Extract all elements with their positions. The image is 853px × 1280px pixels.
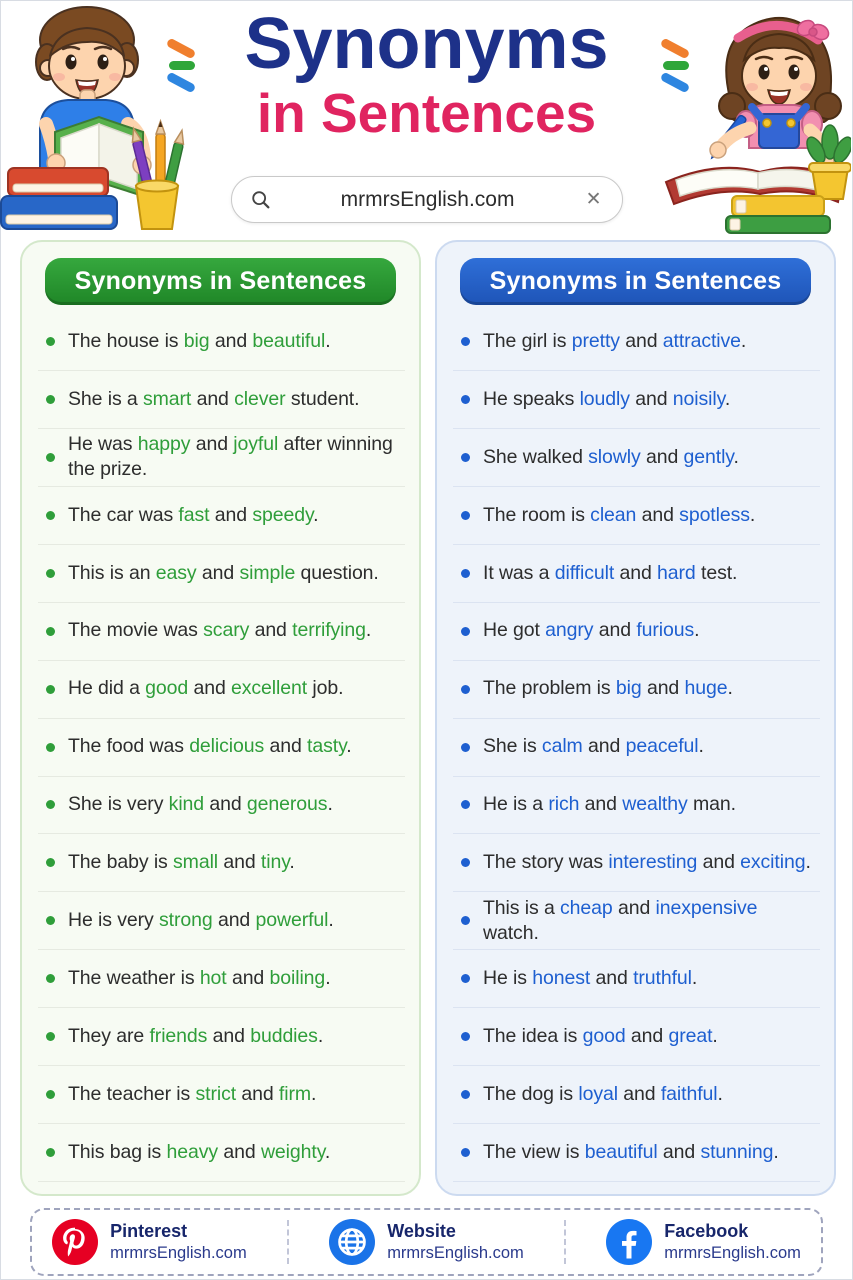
- sentence-text: He is honest and truthful.: [483, 967, 698, 990]
- footer-link-url: mrmrsEnglish.com: [387, 1243, 524, 1262]
- bullet-icon: [461, 974, 470, 983]
- footer-link-pinterest[interactable]: [52, 1219, 247, 1265]
- bullet-icon: [461, 453, 470, 462]
- sentence-text: The food was delicious and tasty.: [68, 735, 352, 758]
- sentence-text: He got angry and furious.: [483, 619, 700, 642]
- footer: [30, 1208, 823, 1276]
- columns-container: [0, 232, 853, 1196]
- bullet-icon: [461, 685, 470, 694]
- sentence-item: [38, 429, 405, 487]
- sentence-item: [453, 892, 820, 950]
- bullet-icon: [46, 511, 55, 520]
- bullet-icon: [46, 916, 55, 925]
- sentence-item: [453, 1066, 820, 1124]
- sentence-item: [38, 950, 405, 1008]
- footer-divider: [564, 1220, 566, 1264]
- close-icon[interactable]: ✕: [585, 189, 602, 210]
- page-title: Synonyms: [244, 4, 609, 84]
- sentence-item: [453, 661, 820, 719]
- search-bar[interactable]: [231, 176, 623, 223]
- bullet-icon: [46, 1032, 55, 1041]
- bullet-icon: [461, 511, 470, 520]
- green-card-heading: Synonyms in Sentences: [45, 258, 397, 305]
- sentence-text: The dog is loyal and faithful.: [483, 1082, 723, 1105]
- sentence-text: This is an easy and simple question.: [68, 561, 379, 584]
- bullet-icon: [461, 337, 470, 346]
- sentence-item: [453, 429, 820, 487]
- sentence-text: The car was fast and speedy.: [68, 503, 319, 526]
- sentence-item: [453, 371, 820, 429]
- sentence-list: [22, 309, 419, 1194]
- sentence-text: He is very strong and powerful.: [68, 909, 334, 932]
- footer-link-label: Website: [387, 1221, 456, 1242]
- bullet-icon: [46, 1148, 55, 1157]
- footer-link-url: mrmrsEnglish.com: [664, 1243, 801, 1262]
- sentence-text: He did a good and excellent job.: [68, 677, 344, 700]
- sentence-text: This bag is heavy and weighty.: [68, 1140, 331, 1163]
- girl-writing-illustration: [646, 2, 851, 234]
- title-block: [147, 4, 707, 144]
- sentence-item: [38, 1066, 405, 1124]
- sentence-item: [38, 1008, 405, 1066]
- page-subtitle: in Sentences: [256, 81, 597, 144]
- sentence-text: The baby is small and tiny.: [68, 851, 295, 874]
- footer-link-label: Facebook: [664, 1221, 749, 1242]
- sentence-text: He speaks loudly and noisily.: [483, 387, 731, 410]
- sentence-text: The movie was scary and terrifying.: [68, 619, 372, 642]
- bullet-icon: [46, 453, 55, 462]
- bullet-icon: [461, 916, 470, 925]
- footer-link-url: mrmrsEnglish.com: [110, 1243, 247, 1262]
- bullet-icon: [46, 337, 55, 346]
- bullet-icon: [461, 569, 470, 578]
- sentence-item: [38, 719, 405, 777]
- sentence-text: They are friends and buddies.: [68, 1025, 324, 1048]
- footer-link-text: [387, 1221, 524, 1263]
- sentence-text: She walked slowly and gently.: [483, 445, 739, 468]
- bullet-icon: [461, 1090, 470, 1099]
- sentence-item: [38, 1124, 405, 1182]
- sentence-text: The house is big and beautiful.: [68, 329, 331, 352]
- sentence-item: [38, 834, 405, 892]
- facebook-icon: [606, 1219, 652, 1265]
- sentence-text: He is a rich and wealthy man.: [483, 793, 736, 816]
- bullet-icon: [461, 1148, 470, 1157]
- sentence-text: The teacher is strict and firm.: [68, 1082, 317, 1105]
- sentence-item: [38, 777, 405, 835]
- sentence-item: [453, 777, 820, 835]
- sentence-item: [38, 313, 405, 371]
- sentence-text: It was a difficult and hard test.: [483, 561, 738, 584]
- sentence-text: The room is clean and spotless.: [483, 503, 756, 526]
- sentence-text: The girl is pretty and attractive.: [483, 329, 747, 352]
- bullet-icon: [46, 858, 55, 867]
- globe-icon: [329, 1219, 375, 1265]
- sentence-item: [38, 892, 405, 950]
- bullet-icon: [46, 627, 55, 636]
- footer-link-text: [664, 1221, 801, 1263]
- sentence-text: The problem is big and huge.: [483, 677, 733, 700]
- bullet-icon: [46, 569, 55, 578]
- bullet-icon: [461, 1032, 470, 1041]
- bullet-icon: [46, 743, 55, 752]
- bullet-icon: [46, 974, 55, 983]
- footer-divider: [287, 1220, 289, 1264]
- blue-synonyms-card: [435, 240, 836, 1196]
- bullet-icon: [46, 1090, 55, 1099]
- footer-link-label: Pinterest: [110, 1221, 188, 1242]
- sentence-item: [38, 603, 405, 661]
- blue-card-heading: Synonyms in Sentences: [460, 258, 812, 305]
- magnifier-icon[interactable]: [250, 189, 272, 211]
- bullet-icon: [461, 858, 470, 867]
- bullet-icon: [461, 395, 470, 404]
- sentence-text: He was happy and joyful after winning the prize.: [68, 433, 393, 481]
- bullet-icon: [46, 800, 55, 809]
- sentence-item: [453, 313, 820, 371]
- footer-link-website[interactable]: [329, 1219, 524, 1265]
- sentence-item: [453, 487, 820, 545]
- bullet-icon: [46, 395, 55, 404]
- sentence-text: She is very kind and generous.: [68, 793, 333, 816]
- footer-link-facebook[interactable]: [606, 1219, 801, 1265]
- sentence-item: [453, 834, 820, 892]
- sentence-text: The view is beautiful and stunning.: [483, 1140, 779, 1163]
- sentence-item: [38, 371, 405, 429]
- sentence-text: This is a cheap and inexpensive watch.: [483, 896, 758, 944]
- sentence-item: [453, 719, 820, 777]
- header: [0, 0, 853, 232]
- sentence-item: [453, 1008, 820, 1066]
- bullet-icon: [46, 685, 55, 694]
- sentence-text: She is calm and peaceful.: [483, 735, 704, 758]
- sentence-item: [453, 950, 820, 1008]
- sentence-item: [38, 545, 405, 603]
- search-input[interactable]: mrmrsEnglish.com: [340, 187, 515, 211]
- sentence-item: [38, 661, 405, 719]
- bullet-icon: [461, 800, 470, 809]
- sentence-text: The weather is hot and boiling.: [68, 967, 331, 990]
- sentence-text: The idea is good and great.: [483, 1025, 718, 1048]
- sentence-text: The story was interesting and exciting.: [483, 851, 811, 874]
- sentence-text: She is a smart and clever student.: [68, 387, 360, 410]
- bullet-icon: [461, 743, 470, 752]
- sentence-list: [437, 309, 834, 1194]
- pinterest-icon: [52, 1219, 98, 1265]
- footer-link-text: [110, 1221, 247, 1263]
- sentence-item: [38, 487, 405, 545]
- bullet-icon: [461, 627, 470, 636]
- green-synonyms-card: [20, 240, 421, 1196]
- sentence-item: [453, 603, 820, 661]
- sentence-item: [453, 1124, 820, 1182]
- sentence-item: [453, 545, 820, 603]
